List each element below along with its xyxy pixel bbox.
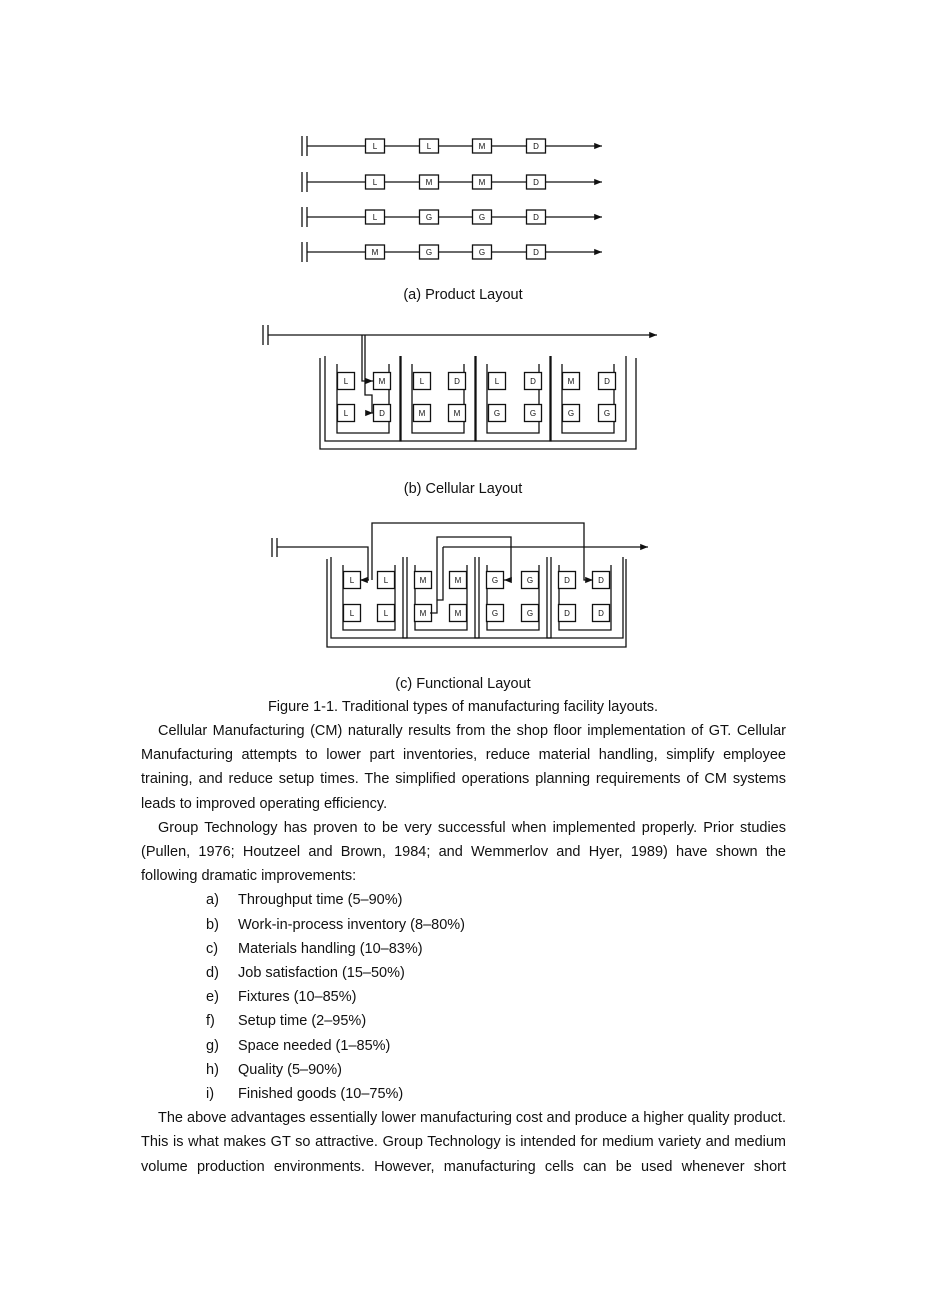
part-route	[437, 547, 443, 600]
machine-label: M	[425, 178, 433, 187]
paragraph-cellular-manufacturing: Cellular Manufacturing (CM) naturally results from the shop floor implementation of GT. Cellular Manufacturing attempts to lower part inventories, reduce material handling, simplify employee training, and reduce setup times. The simplified operations planning requirements of CM systems leads to improved operating efficiency.	[141, 723, 786, 812]
list-item	[141, 985, 786, 1009]
list-item-text: Job satisfaction (15–50%)	[238, 964, 405, 981]
cellular-layout-diagram	[263, 325, 657, 449]
machine-label: M	[454, 609, 462, 618]
list-item-text: Setup time (2–95%)	[238, 1013, 367, 1030]
machine-label: M	[453, 409, 461, 418]
machine-label: G	[603, 409, 611, 418]
machine-label: G	[491, 609, 499, 618]
list-item	[141, 1009, 786, 1033]
list-marker: b)	[206, 916, 219, 933]
machine-label: G	[491, 576, 499, 585]
functional-layout-diagram	[272, 523, 648, 647]
machine-label: G	[493, 409, 501, 418]
machine-label: M	[419, 576, 427, 585]
list-marker: i)	[206, 1085, 215, 1102]
caption-functional-layout: (c) Functional Layout	[395, 676, 531, 692]
machine-label: M	[567, 377, 575, 386]
machine-label: L	[372, 142, 378, 151]
list-item	[141, 1034, 786, 1058]
machine-label: D	[530, 377, 536, 386]
machine-label: D	[533, 248, 539, 257]
machine-label: D	[598, 576, 604, 585]
product-layout-diagram	[302, 136, 602, 262]
list-marker: f)	[206, 1013, 215, 1030]
machine-label: D	[454, 377, 460, 386]
machine-label: D	[598, 609, 604, 618]
list-marker: d)	[206, 964, 219, 981]
machine-label: G	[425, 248, 433, 257]
machine-label: M	[418, 409, 426, 418]
list-marker: h)	[206, 1061, 219, 1078]
machine-label: M	[454, 576, 462, 585]
machine-label: L	[383, 576, 389, 585]
improvements-list	[141, 888, 786, 1106]
floor-outline	[320, 358, 636, 449]
body-text	[141, 719, 786, 1179]
list-item	[141, 888, 786, 912]
list-item-text: Finished goods (10–75%)	[238, 1085, 404, 1102]
list-marker: e)	[206, 989, 219, 1006]
machine-label: G	[567, 409, 575, 418]
machine-label: D	[564, 609, 570, 618]
machine-label: M	[478, 142, 486, 151]
machine-label: G	[526, 576, 534, 585]
machine-label: D	[533, 213, 539, 222]
machine-label: D	[379, 409, 385, 418]
list-item-text: Fixtures (10–85%)	[238, 989, 357, 1006]
list-item	[141, 961, 786, 985]
machine-label: M	[371, 248, 379, 257]
machine-label: L	[419, 377, 425, 386]
list-item	[141, 1082, 786, 1106]
machine-label: L	[372, 213, 378, 222]
machine-label: D	[604, 377, 610, 386]
machine-label: L	[349, 576, 355, 585]
list-marker: c)	[206, 940, 219, 957]
machine-label: D	[533, 178, 539, 187]
machine-label: G	[526, 609, 534, 618]
machine-label: G	[478, 248, 486, 257]
machine-label: L	[343, 377, 349, 386]
machine-label: G	[529, 409, 537, 418]
list-item-text: Work-in-process inventory (8–80%)	[238, 916, 465, 933]
list-item-text: Quality (5–90%)	[238, 1061, 342, 1078]
part-route	[365, 335, 373, 413]
machine-label: G	[425, 213, 433, 222]
machine-label: L	[343, 409, 349, 418]
paragraph-group-technology: Group Technology has proven to be very successful when implemented properly. Prior studies (Pullen, 1976; Houtzeel and Brown, 1984; and Wemmerlov and Hyer, 1989) have shown the following dramatic improvements:	[141, 819, 786, 885]
machine-label: L	[426, 142, 432, 151]
machine-label: L	[349, 609, 355, 618]
figure-caption: Figure 1-1. Traditional types of manufacturing facility layouts.	[267, 699, 659, 715]
list-item-text: Materials handling (10–83%)	[238, 940, 423, 957]
caption-product-layout: (a) Product Layout	[403, 287, 523, 303]
machine-label: D	[533, 142, 539, 151]
list-item	[141, 937, 786, 961]
list-marker: a)	[206, 892, 219, 909]
machine-label: M	[378, 377, 386, 386]
machine-label: D	[564, 576, 570, 585]
list-item	[141, 1058, 786, 1082]
machine-label: L	[494, 377, 500, 386]
list-item	[141, 913, 786, 937]
machine-label: M	[419, 609, 427, 618]
machine-label: L	[372, 178, 378, 187]
machine-label: L	[383, 609, 389, 618]
paragraph-advantages: The above advantages essentially lower manufacturing cost and produce a higher quality product. This is what makes GT so attractive. Group Technology is intended for medium variety and medium volume production environments. However, manufacturing cells can be used whenever short	[141, 1110, 786, 1175]
caption-cellular-layout: (b) Cellular Layout	[403, 481, 523, 497]
part-route	[362, 335, 373, 381]
list-item-text: Throughput time (5–90%)	[238, 892, 403, 909]
list-item-text: Space needed (1–85%)	[238, 1037, 391, 1054]
machine-label: G	[478, 213, 486, 222]
machine-label: M	[478, 178, 486, 187]
list-marker: g)	[206, 1037, 219, 1054]
